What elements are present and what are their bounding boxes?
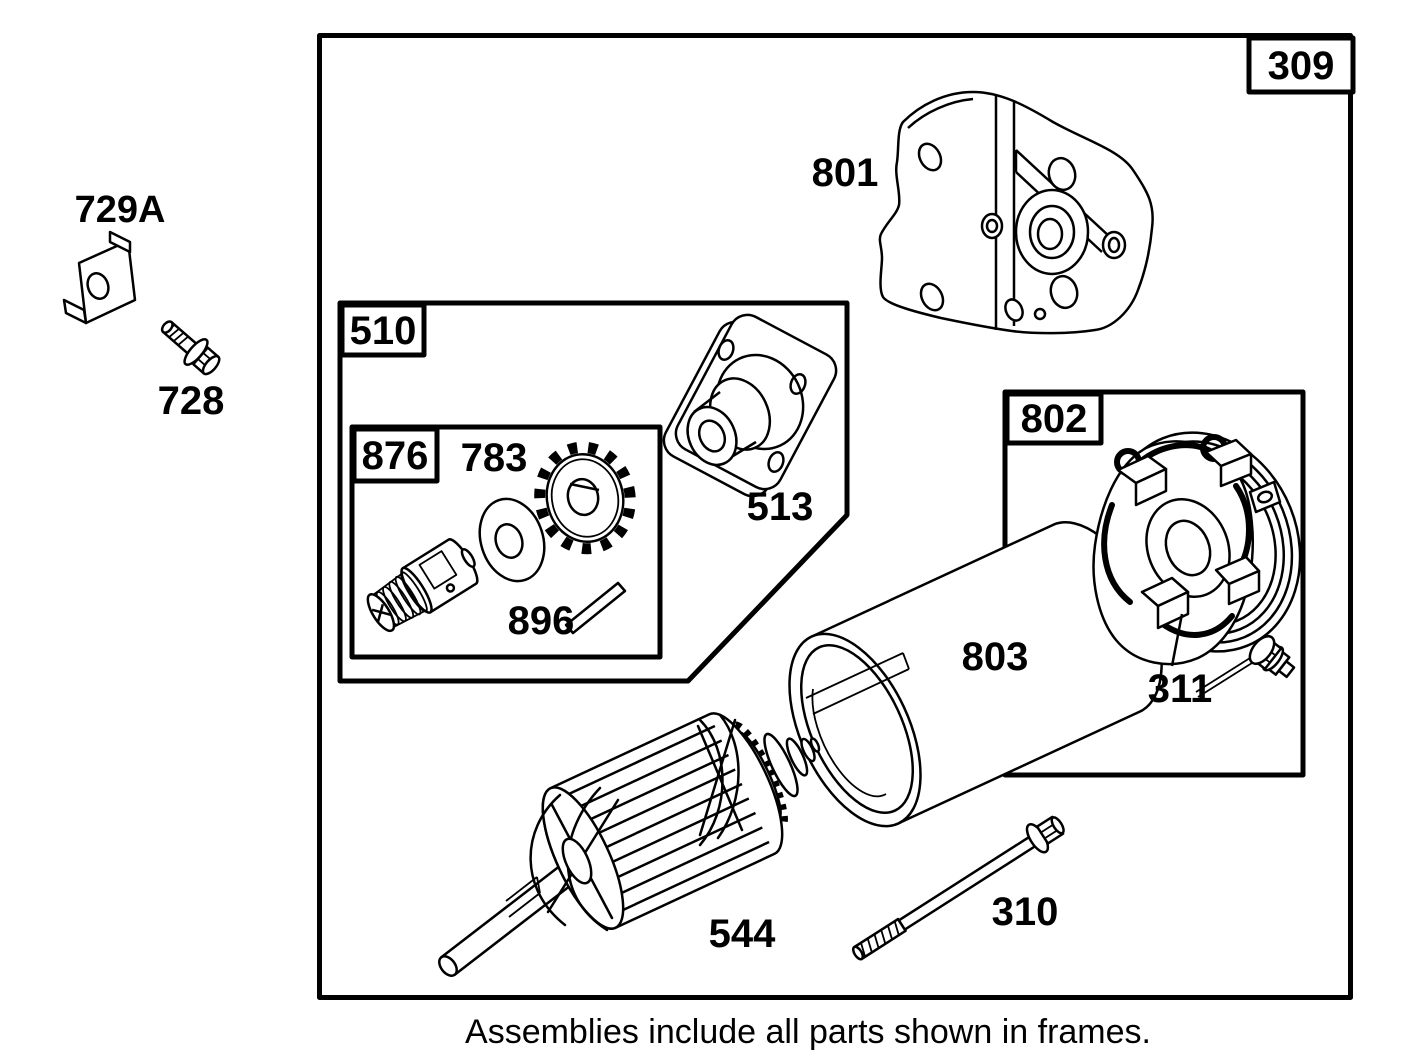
end-cap-bushing-left: [982, 214, 1002, 238]
part-label-876: 876: [361, 434, 429, 478]
bracket-729a-drawing: [64, 232, 135, 323]
screw-728-drawing: [154, 312, 226, 380]
gear-housing-513-drawing: [658, 309, 843, 503]
brush-tab: [1250, 482, 1280, 512]
part-label-801: 801: [811, 151, 879, 195]
gear-783-drawing: [530, 439, 639, 557]
end-cap-hub-bore: [1038, 219, 1062, 249]
end-cap-bushing-right: [1103, 232, 1125, 258]
part-label-728: 728: [157, 379, 225, 423]
part-label-803: 803: [961, 635, 1029, 679]
diagram-caption: Assemblies include all parts shown in frames.: [465, 1013, 1151, 1051]
part-label-310: 310: [991, 890, 1059, 934]
terminal-stud-drawing: [1245, 632, 1300, 685]
part-label-513: 513: [746, 485, 814, 529]
end-cap-801-drawing: [880, 92, 1153, 333]
part-label-544: 544: [708, 912, 776, 956]
part-label-896: 896: [507, 599, 575, 643]
part-label-729a: 729A: [74, 189, 166, 231]
part-label-783: 783: [460, 436, 528, 480]
part-label-802: 802: [1020, 397, 1088, 441]
part-label-309: 309: [1267, 44, 1335, 88]
part-label-510: 510: [349, 309, 417, 353]
clutch-drive-drawing: [360, 534, 485, 639]
pin-896-drawing: [566, 583, 625, 633]
part-label-311: 311: [1147, 667, 1213, 711]
